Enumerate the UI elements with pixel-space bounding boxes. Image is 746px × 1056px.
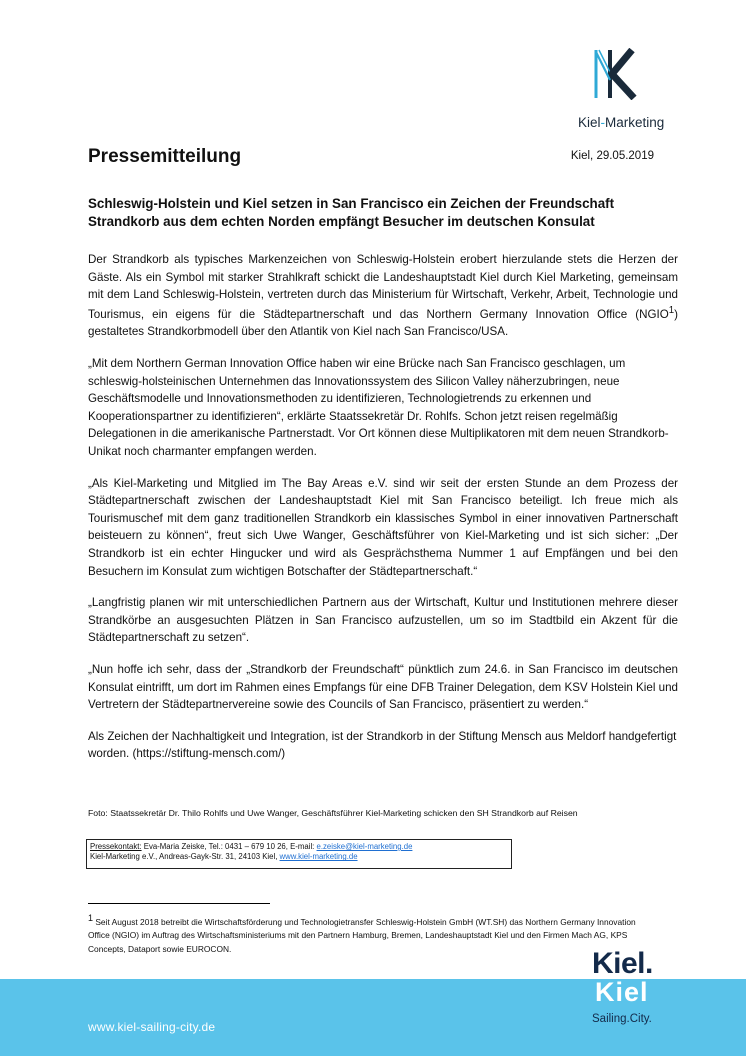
subtitle-line-1: Schleswig-Holstein und Kiel setzen in San Francisco ein Zeichen der Freundschaft bbox=[88, 196, 615, 211]
paragraph-3: „Als Kiel-Marketing und Mitglied im The Bay Areas e.V. sind wir seit der ersten Stunde an dem Prozess der Städtepartnerschaft zwischen der Landeshauptstadt Kiel mit San Francisco beteiligt. Ich freue mich als Tourismuschef mit dem ganz traditionellen Strandkorb ein klassisches Symbol in einer innovativen Partnerschaft beisteuern zu können“, freut sich Uwe Wanger, Geschäftsführer von Kiel-Marketing und ist sich sicher: „Der Strandkorb ist ein echter Hingucker und wird als Gesprächsthema Nummer 1 auf Empfängen und bei den Besuchern im Konsulat zum wichtigen Botschafter der Städtepartnerschaft.“ bbox=[88, 476, 678, 578]
contact-email-link[interactable]: e.zeiske@kiel-marketing.de bbox=[316, 842, 413, 851]
footnote: $^1$ Seit August 2018 betreibt die Wirtschaftsförderung und Technologietransfer Schleswig-Holstein GmbH (WT.SH) das Northern Germany Innovation Office (NGIO) im Auftrag des Wirtschaftsministeriums mit den Partnern Hamburg, Bremen, Landeshauptstadt Kiel und den Firmen Mach AG, KPS Concepts, Dataport sowie EUROCON. bbox=[88, 913, 636, 955]
contact-website-link[interactable]: www.kiel-marketing.de bbox=[279, 852, 358, 862]
article-body bbox=[88, 251, 678, 777]
paragraph-2: „Mit dem Northern German Innovation Office haben wir eine Brücke nach San Francisco geschlagen, um schleswig-holsteinischen Unternehmen das Innovationssystem des Silicon Valley näherzubringen, neue Geschäftsmodelle und Innovationsmethoden zu identifizieren, Technologietrends zu erkennen und Kooperationspartner zu identifizieren“, erklärte Staatssekretär Dr. Rohlfs. Schon jetzt reisen regelmäßig Delegationen in die amerikanische Partnerstadt. Vor Ort können diese Multiplikatoren mit dem neuen Strandkorb-Unikat noch charmanter empfangen werden. bbox=[88, 356, 669, 458]
subtitle-line-2: Strandkorb aus dem echten Norden empfängt Besucher im deutschen Konsulat bbox=[88, 213, 595, 229]
kiel-marketing-logo-icon bbox=[590, 48, 650, 100]
page-title: Pressemitteilung bbox=[88, 146, 242, 167]
paragraph-1: Der Strandkorb als typisches Markenzeichen von Schleswig-Holstein erobert hierzulande stets die Herzen der Gäste. Als ein Symbol mit starker Strahlkraft schickt die Landeshauptstadt Kiel durch Kiel Marketing, gemeinsam mit dem Land Schleswig-Holstein, vertreten durch das Ministerium für Wirtschaft, Verkehr, Arbeit, Technologie und Tourismus, ein eigens für die Städtepartnerschaft und das Northern Germany Innovation Office (NGIO$^1$) gestaltetes Strandkorbmodell über den Atlantik von Kiel nach San Francisco/USA. bbox=[88, 253, 678, 339]
brand-name: Kiel-Marketing bbox=[578, 115, 665, 130]
dateline: Kiel, 29.05.2019 bbox=[570, 150, 654, 162]
press-contact-box: Pressekontakt: Eva-Maria Zeiske, Tel.: 0431 – 679 10 26, E-mail: e.zeiske@kiel-marketing.de Kiel-Marketing e.V., Andreas-Gayk-Str. 31, 24103 Kiel, www.kiel-marketing.de bbox=[86, 839, 512, 869]
paragraph-4: „Langfristig planen wir mit unterschiedlichen Partnern aus der Wirtschaft, Kultur und Institutionen mehrere dieser Strandkörbe an ausgesuchten Plätzen in San Francisco aufzustellen, um so im Stadtbild ein Akzent für die Städtepartnerschaft zu setzen“. bbox=[88, 596, 678, 645]
photo-caption: Foto: Staatssekretär Dr. Thilo Rohlfs und Uwe Wanger, Geschäftsführer Kiel-Marketing schicken den SH Strandkorb auf Reisen bbox=[88, 808, 578, 818]
paragraph-6: Als Zeichen der Nachhaltigkeit und Integration, ist der Strandkorb in der Stiftung Mensch aus Meldorf handgefertigt worden. (https://stiftung-mensch.com/) bbox=[88, 729, 677, 761]
paragraph-5: „Nun hoffe ich sehr, dass der „Strandkorb der Freundschaft“ pünktlich zum 24.6. in San Francisco im deutschen Konsulat eintrifft, um dort im Rahmen eines Empfangs für eine DFB Trainer Delegation, dem KSV Holstein Kiel und Vertretern der Städtepartnervereine sowie des Councils of San Francisco, präsentiert zu werden.“ bbox=[88, 663, 678, 712]
footer-url[interactable]: www.kiel-sailing-city.de bbox=[88, 1020, 216, 1034]
kiel-sailing-city-logo: Kiel. Kiel Sailing.City. bbox=[592, 947, 653, 1025]
footnote-ref: 1 bbox=[668, 304, 675, 316]
contact-label: Pressekontakt: bbox=[90, 842, 142, 851]
footnote-divider bbox=[88, 903, 270, 904]
subtitle bbox=[88, 195, 680, 231]
